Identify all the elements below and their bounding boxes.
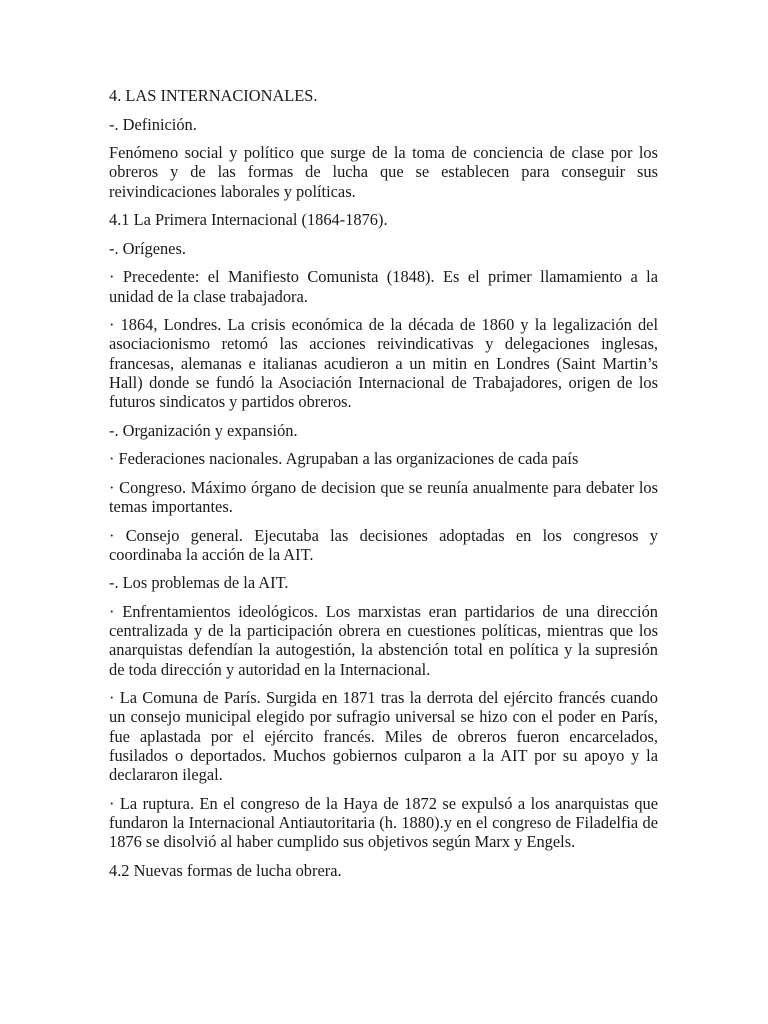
document-page	[109, 86, 658, 889]
section-title: 4. LAS INTERNACIONALES.	[109, 86, 318, 105]
bullet-comuna: · La Comuna de París. Surgida en 1871 tras la derrota del ejército francés cuando un consejo municipal elegido por sufragio universal se hizo con el poder en París, fue aplastada por el ejército francés. Miles de obreros fueron encarcelados, fusilados o deportados. Muchos gobiernos culparon a la AIT por su apoyo y la declararon ilegal.	[109, 688, 658, 784]
subheading-problemas: -. Los problemas de la AIT.	[109, 573, 289, 593]
definicion-paragraph: Fenómeno social y político que surge de la toma de conciencia de clase por los obreros y de las formas de lucha que se establecen para conseguir sus reivindicaciones laborales y políticas.	[109, 143, 658, 201]
subheading-organizacion: -. Organización y expansión.	[109, 420, 298, 440]
subheading-definicion: -. Definición.	[109, 114, 197, 134]
bullet-consejo: · Consejo general. Ejecutaba las decisiones adoptadas en los congresos y coordinaba la acción de la AIT.	[109, 525, 658, 564]
subheading-origenes: -. Orígenes.	[109, 238, 186, 258]
bullet-precedente: · Precedente: el Manifiesto Comunista (1848). Es el primer llamamiento a la unidad de la clase trabajadora.	[109, 267, 658, 306]
bullet-1864-londres: · 1864, Londres. La crisis económica de la década de 1860 y la legalización del asociacionismo retomó las acciones reivindicativas y delegaciones inglesas, francesas, alemanas e italianas acudieron a un mitin en Londres (Saint Martin’s Hall) donde se fundó la Asociación Internacional de Trabajadores, origen de los futuros sindicatos y partidos obreros.	[109, 315, 658, 411]
subsection-4-2-title: 4.2 Nuevas formas de lucha obrera.	[109, 860, 342, 880]
bullet-congreso: · Congreso. Máximo órgano de decision que se reunía anualmente para debater los temas importantes.	[109, 477, 658, 516]
bullet-ruptura: · La ruptura. En el congreso de la Haya de 1872 se expulsó a los anarquistas que fundaron la Internacional Antiautoritaria (h. 1880).y en el congreso de Filadelfia de 1876 se disolvió al haber cumplido sus objetivos según Marx y Engels.	[109, 793, 658, 851]
bullet-enfrentamientos: · Enfrentamientos ideológicos. Los marxistas eran partidarios de una dirección centralizada y de la participación obrera en cuestiones políticas, mientras que los anarquistas defendían la autogestión, la abstención total en política y la supresión de toda dirección y autoridad en la Internacional.	[109, 601, 658, 679]
subsection-4-1-title: 4.1 La Primera Internacional (1864-1876).	[109, 210, 388, 230]
bullet-federaciones: · Federaciones nacionales. Agrupaban a las organizaciones de cada país	[109, 449, 579, 469]
